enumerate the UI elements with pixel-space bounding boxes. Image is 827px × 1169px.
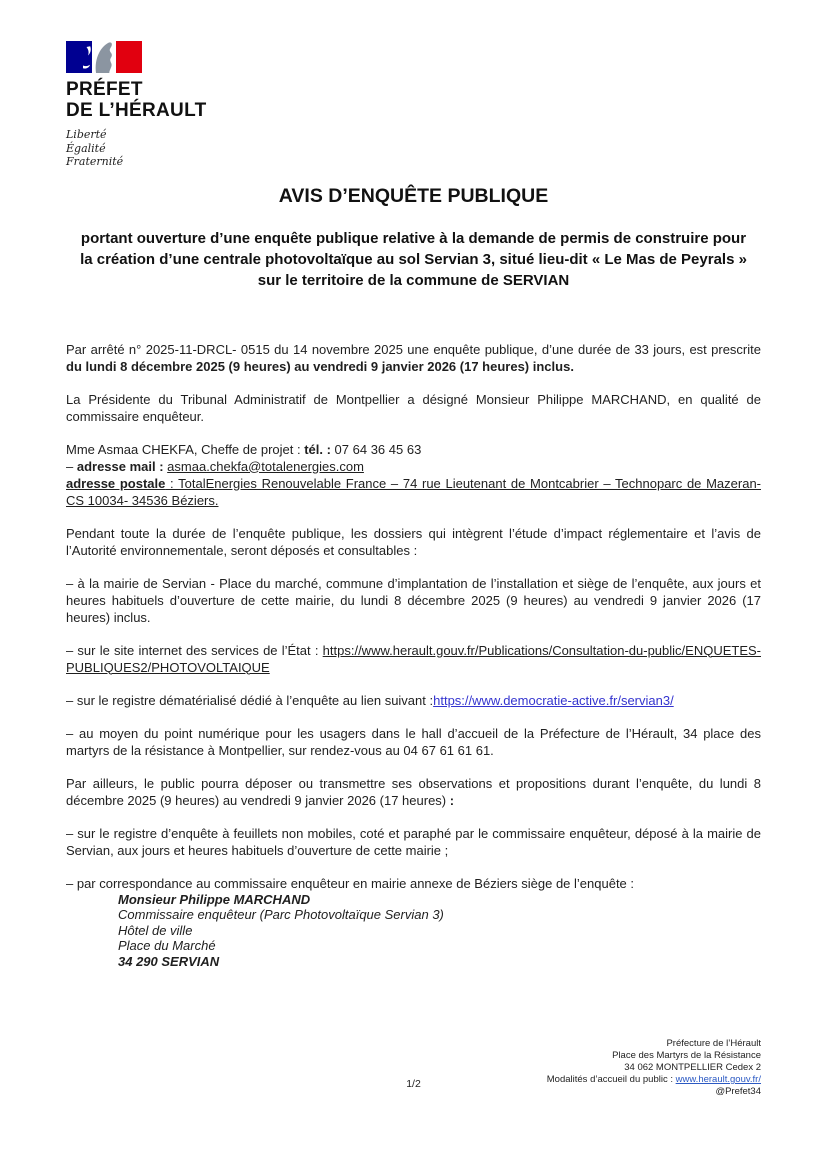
- motto-fraternite: Fraternité: [66, 155, 124, 168]
- consultation-site-etat-paragraph: [66, 642, 761, 676]
- herault-gouv-link[interactable]: https://www.herault.gouv.fr/Publications/Consultation-du-public/ENQUETES-PUBLIQUES2/PHOTOVOLTAIQUE: [66, 642, 761, 675]
- contact-name: Mme Asmaa CHEKFA, Cheffe de projet :: [66, 441, 305, 457]
- observations-text: Par ailleurs, le public pourra déposer ou transmettre ses observations et propositions durant l’enquête, du lundi 8 décembre 2025 (9 heures) au vendredi 9 janvier 2026 (17 heures): [66, 775, 761, 808]
- postal-value: : TotalEnergies Renouvelable France – 74 rue Lieutenant de Montcabrier – Technoparc de Mazeran- CS 10034- 34536 Béziers.: [66, 475, 761, 508]
- institution-line1: PRÉFET: [66, 79, 143, 100]
- footer-org-street: Place des Martyrs de la Résistance: [612, 1050, 761, 1061]
- marianne-flag-icon: [66, 40, 142, 74]
- dossiers-intro-paragraph: Pendant toute la durée de l’enquête publique, les dossiers qui intègrent l’étude d’impact réglementaire et l’avis de l’Autorité environnementale, seront déposés et consultables :: [66, 525, 761, 558]
- correspondance-paragraph: – par correspondance au commissaire enquêteur en mairie annexe de Béziers siège de l’enquête :: [66, 875, 635, 891]
- address-role: Commissaire enquêteur (Parc Photovoltaïque Servian 3): [118, 907, 444, 922]
- arrete-paragraph: [66, 341, 761, 375]
- consultation-mairie-paragraph: – à la mairie de Servian - Place du marché, commune d’implantation de l’installation et siège de l’enquête, aux jours et heures habituels d’ouverture de cette mairie, du lundi 8 décembre 2025 (9 heures) au vendredi 9 janvier 2026 (17 heures) inclus.: [66, 575, 761, 625]
- footer-access-line: [547, 1074, 761, 1086]
- institution-name: [66, 79, 761, 121]
- postal-label: adresse postale: [66, 475, 166, 491]
- enquete-dates: du lundi 8 décembre 2025 (9 heures) au vendredi 9 janvier 2026 (17 heures) inclus.: [66, 358, 574, 374]
- contact-line-tel: [66, 441, 761, 458]
- registre-dematerialise-text: – sur le registre dématérialisé dédié à l’enquête au lien suivant :: [66, 692, 434, 708]
- footer-org-city: 34 062 MONTPELLIER Cedex 2: [624, 1062, 761, 1073]
- site-etat-text: – sur le site internet des services de l’État :: [66, 642, 323, 658]
- democratie-active-link[interactable]: https://www.democratie-active.fr/servian3/: [433, 692, 674, 708]
- address-building: Hôtel de ville: [118, 922, 193, 938]
- page-subtitle: portant ouverture d’une enquête publique relative à la demande de permis de construire pour la création d’une centrale photovoltaïque au sol Servian 3, situé lieu-dit « Le Mas de Peyrals » sur le territoire de la commune de SERVIAN: [80, 229, 747, 289]
- brand-block: [66, 40, 761, 169]
- registre-dematerialise-paragraph: [66, 692, 761, 709]
- footer-org-name: Préfecture de l’Hérault: [666, 1038, 761, 1049]
- page-number: 1/2: [406, 1078, 421, 1090]
- notice-body: [66, 341, 761, 970]
- footer-social-handle: @Prefet34: [715, 1086, 761, 1097]
- commissaire-postal-address: [118, 892, 761, 970]
- commissaire-designation-paragraph: La Présidente du Tribunal Administratif de Montpellier a désigné Monsieur Philippe MARCHAND, en qualité de commissaire enquêteur.: [66, 391, 761, 424]
- republic-motto: [66, 128, 761, 169]
- footer-access-label: Modalités d’accueil du public :: [546, 1074, 676, 1085]
- contact-line-mail: [66, 458, 761, 475]
- arrete-text: Par arrêté n° 2025-11-DRCL- 0515 du 14 novembre 2025 une enquête publique, d’une durée de 33 jours, est prescrite: [66, 341, 761, 357]
- mail-label: adresse mail :: [76, 458, 168, 474]
- address-city: 34 290 SERVIAN: [118, 953, 220, 969]
- page-title: AVIS D’ENQUÊTE PUBLIQUE: [278, 184, 549, 207]
- address-street: Place du Marché: [118, 938, 216, 953]
- tel-value: 07 64 36 45 63: [330, 441, 422, 457]
- observations-paragraph: [66, 775, 761, 809]
- registre-papier-paragraph: – sur le registre d’enquête à feuillets non mobiles, coté et paraphé par le commissaire enquêteur, déposé à la mairie de Servian, aux jours et heures habituels d’ouverture de cette mairie ;: [66, 825, 761, 858]
- point-numerique-paragraph: – au moyen du point numérique pour les usagers dans le hall d’accueil de la Préfecture de l’Hérault, 34 place des martyrs de la résistance à Montpellier, sur rendez-vous au 04 67 61 61 61.: [66, 725, 761, 758]
- email-link[interactable]: asmaa.chekfa@totalenergies.com: [167, 458, 364, 474]
- motto-liberte: Liberté: [66, 128, 107, 141]
- tel-label: tél. :: [304, 441, 331, 457]
- motto-egalite: Égalité: [66, 141, 106, 155]
- institution-line2: DE L’HÉRAULT: [66, 100, 207, 121]
- address-name: Monsieur Philippe MARCHAND: [118, 891, 311, 907]
- footer-gouv-link[interactable]: www.herault.gouv.fr/: [675, 1074, 761, 1085]
- footer-block: [547, 1038, 761, 1098]
- contact-line-postal: [66, 475, 761, 509]
- mail-dash: –: [66, 458, 77, 474]
- contact-block: [66, 441, 761, 509]
- observations-colon: :: [449, 792, 455, 808]
